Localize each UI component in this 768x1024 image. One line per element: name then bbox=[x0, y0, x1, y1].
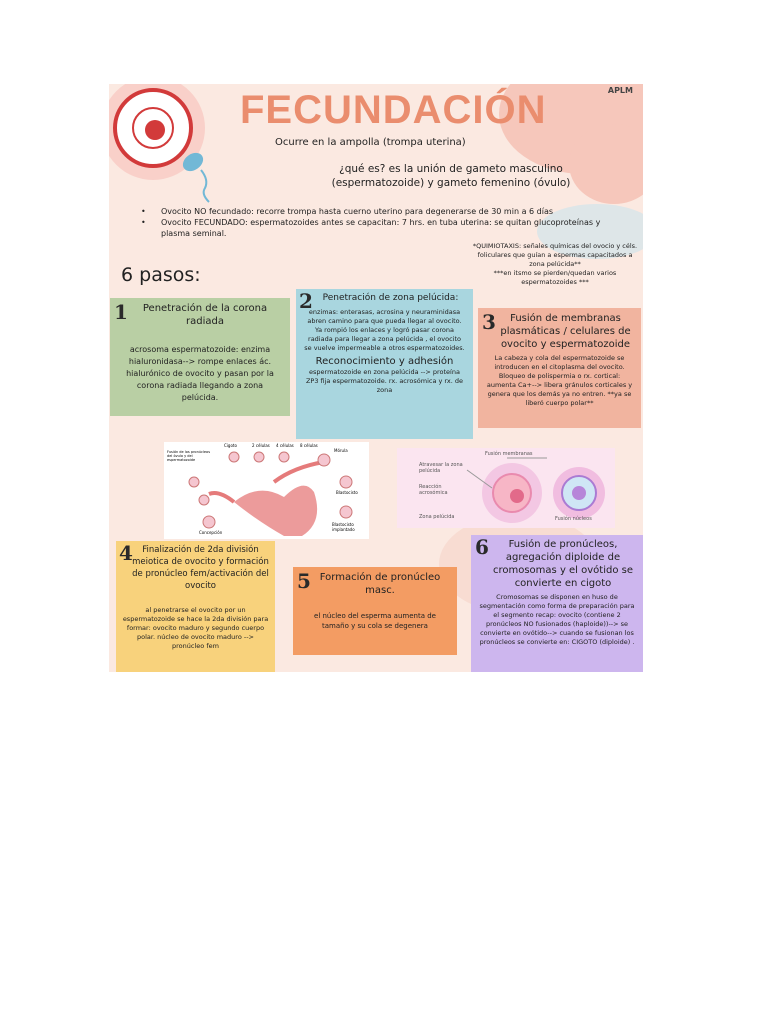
label-2-cells: 2 células bbox=[252, 443, 270, 448]
step-number: 1 bbox=[114, 300, 128, 324]
label-cross-zona: Atravesar la zona pelúcida bbox=[419, 462, 463, 474]
bullet-unfertilized bbox=[131, 206, 611, 217]
step-title: Fusión de membranas plasmáticas / celulares de ovocito y espermatozoide bbox=[500, 313, 631, 350]
label-membrane-fusion: Fusión membranas bbox=[485, 451, 533, 457]
label-blastocyst: Blastocisto bbox=[336, 490, 358, 495]
location-text: Ocurre en la ampolla (trompa uterina) bbox=[275, 137, 466, 148]
isthmus-text: ***en itsmo se pierden/quedan varios espermatozoides *** bbox=[493, 269, 617, 286]
step-6-card bbox=[471, 535, 643, 672]
embryo-development-diagram bbox=[164, 442, 369, 539]
label-cigoto: Cigoto bbox=[224, 443, 237, 448]
ovum-sperm-icon bbox=[109, 84, 239, 214]
step-body: el núcleo del esperma aumenta de tamaño y su cola se degenera bbox=[314, 612, 436, 630]
chemotaxis-text: *QUIMIOTAXIS: señales químicas del ovocio y céls. foliculares que guían a espermas capacitados a zona pelúcida** bbox=[472, 242, 638, 268]
bullet-dot: • bbox=[141, 218, 146, 227]
poster-title: FECUNDACIÓN bbox=[240, 88, 547, 132]
step-number: 3 bbox=[482, 310, 496, 334]
chemotaxis-note bbox=[469, 242, 641, 287]
step-body: La cabeza y cola del espermatozoide se introducen en el citoplasma del ovocito. Bloqueo de polispermia o rx. cortical: aumenta Ca+--> libera gránulos corticales y genera que los demás ya no entren. **ya se liberó cuerpo polar** bbox=[486, 354, 633, 407]
steps-heading: 6 pasos: bbox=[121, 264, 201, 286]
bullet-list bbox=[131, 206, 611, 239]
fertilization-process-diagram bbox=[397, 448, 615, 528]
label-acrosome-reaction: Reacción acrosómica bbox=[419, 484, 448, 496]
step-3-card bbox=[478, 308, 641, 428]
step-title: Penetración de zona pelúcida: bbox=[322, 293, 459, 303]
label-conception: Concepción bbox=[199, 530, 223, 535]
infographic-poster bbox=[109, 84, 643, 672]
step-number: 4 bbox=[119, 541, 133, 565]
step-number: 6 bbox=[475, 535, 489, 559]
step-4-card bbox=[116, 541, 275, 672]
bullet-text: Ovocito FECUNDADO: espermatozoides antes se capacitan: 7 hrs. en tuba uterina: se quitan glucoproteínas y plasma seminal. bbox=[161, 218, 601, 238]
step-body: acrosoma espermatozoide: enzima hialuronidasa--> rompe enlaces ác. hialurónico de ovocito y pasan por la corona radiada llegando a zona pelúcida. bbox=[126, 345, 274, 402]
label-4-cells: 4 células bbox=[276, 443, 294, 448]
label-nuclei-fusion: Fusión núcleos bbox=[555, 516, 592, 522]
step-number: 2 bbox=[299, 289, 313, 313]
label-pronuclei-fusion: Fusión de los pronúcleos del óvulo y del espermatozoide bbox=[167, 450, 211, 462]
step-body: enzimas: enterasas, acrosina y neuraminidasa abren camino para que pueda llegar al ovocito. Ya rompió los enlaces y logró pasar corona radiada para llegar a zona pelúcida , el ovocito se vuelve impermeable a otros espermatozoides. bbox=[304, 308, 465, 352]
author-initials: APLM bbox=[607, 86, 633, 95]
step-5-card bbox=[293, 567, 457, 655]
label-8-cells: 8 células bbox=[300, 443, 318, 448]
definition-text: ¿qué es? es la unión de gameto masculino (espermatozoide) y gameto femenino (óvulo) bbox=[331, 163, 571, 189]
label-zona-pellucida: Zona pelúcida bbox=[419, 514, 455, 520]
bullet-text: Ovocito NO fecundado: recorre trompa hasta cuerno uterino para degenerarse de 30 min a 6 días bbox=[161, 207, 554, 216]
step-number: 5 bbox=[297, 569, 311, 593]
step-title: Penetración de la corona radiada bbox=[142, 303, 268, 327]
label-morula: Mórula bbox=[334, 448, 348, 453]
bullet-dot: • bbox=[141, 207, 146, 216]
step-1-card bbox=[110, 298, 290, 416]
step-body: al penetrarse el ovocito por un espermatozoide se hace la 2da división para formar: ovocito maduro y segundo cuerpo polar. núcleo de ovocito maduro --> pronúcleo fem bbox=[122, 606, 269, 650]
step-title: Finalización de 2da división meiotica de ovocito y formación de pronúcleo fem/activación del ovocito bbox=[132, 545, 269, 591]
step-2-card bbox=[296, 289, 473, 439]
label-implanted: Blastocisto implantado bbox=[332, 522, 355, 532]
step-title: Formación de pronúcleo masc. bbox=[319, 572, 441, 596]
step-body-2: espermatozoide en zona pelúcida --> proteína ZP3 fija espermatozoide. rx. acrosómica y rx. de zona bbox=[305, 368, 464, 394]
step-body: Cromosomas se disponen en huso de segmentación como forma de preparación para el segmento recap: ovocito (contiene 2 pronúcleos NO fusionados (haploide))--> se convierte en ovótido--> cuando se fusionan los pronúcleos se convierte en: CIGOTO (diploide) . bbox=[479, 593, 635, 646]
bullet-fertilized bbox=[131, 217, 611, 239]
step-title: Fusión de pronúcleos, agregación diploide de cromosomas y el ovótido se convierte en cigoto bbox=[492, 539, 634, 589]
step-subtitle: Reconocimiento y adhesión bbox=[315, 356, 454, 367]
